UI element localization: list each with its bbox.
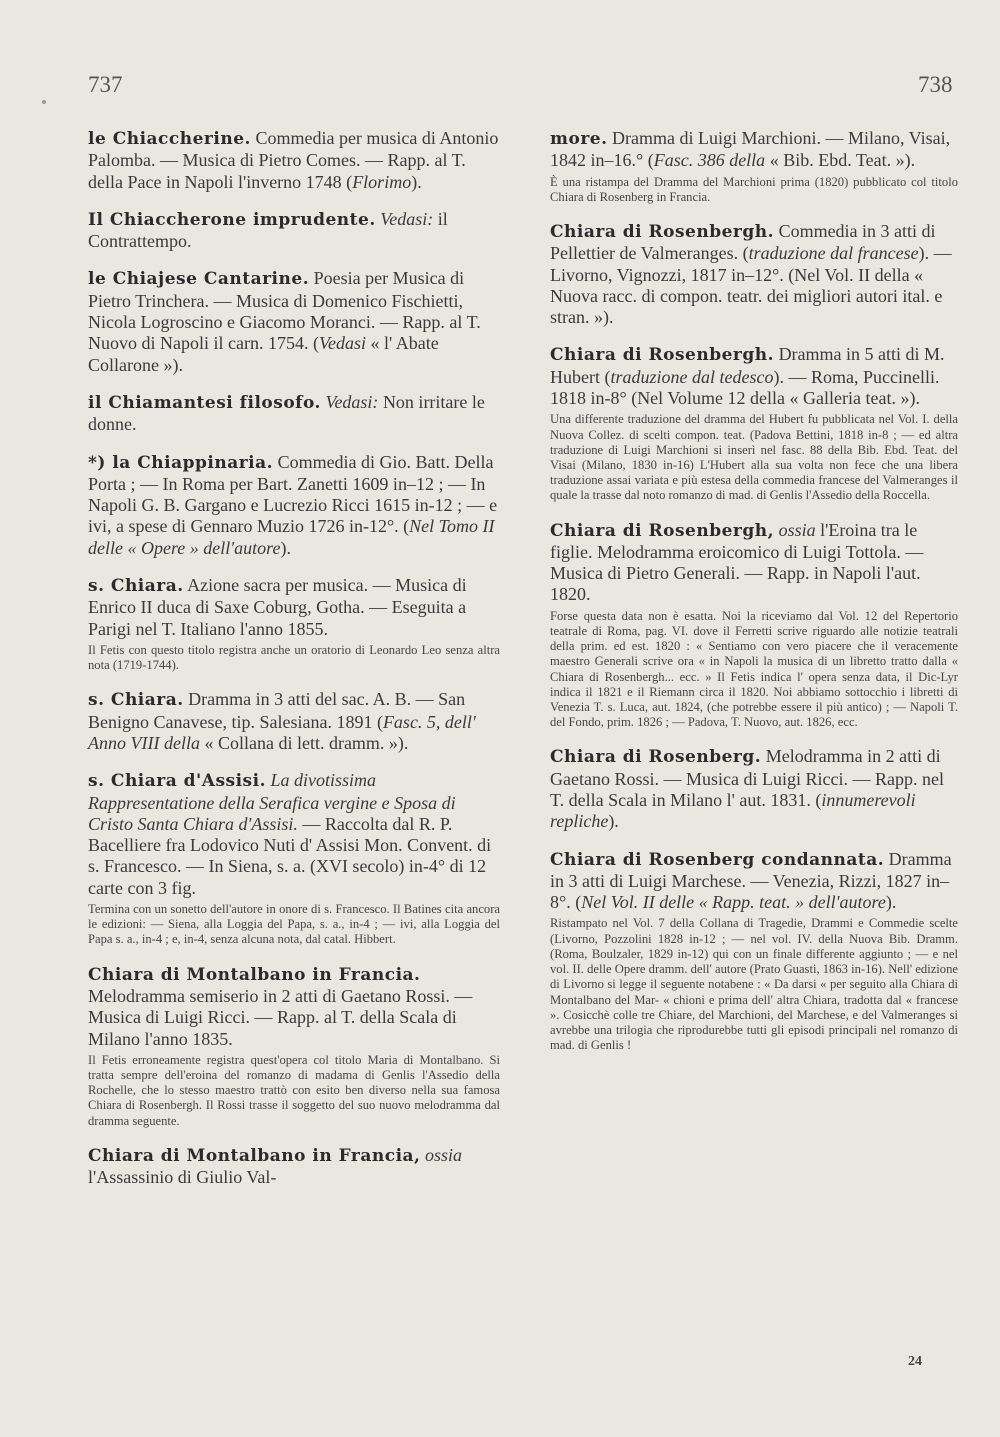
entry-italic: Vedasi xyxy=(318,333,366,354)
entry-note: È una ristampa del Dramma del Marchioni prima (1820) pubblicato col titolo Chiara di Rosenberg in Francia. xyxy=(550,174,958,204)
entry-tail: ). xyxy=(608,811,619,832)
entry-headword: *) la Chiappinaria. xyxy=(88,452,274,473)
entry-tail: « Bib. Ebd. Teat. »). xyxy=(765,150,916,171)
entry-note: Termina con un sonetto dell'autore in onore di s. Francesco. Il Batines cita ancora le edizioni: — Siena, alla Loggia del Papa, s. a., in-4 ; — ivi, alla Loggia del Papa s. a., in-4 ; e, in-4, senza alcuna nota, dal catal. Hibbert. xyxy=(88,902,500,947)
catalog-entry xyxy=(88,689,500,754)
left-column xyxy=(88,128,500,1204)
entry-text: Melodramma semiserio in 2 atti di Gaetano Rossi. — Musica di Luigi Ricci. — Rapp. al T. della Scala di Milano l'anno 1835. xyxy=(88,985,473,1049)
entry-text: Dramma in 5 atti di M. Hubert ( xyxy=(550,344,945,387)
catalog-entry xyxy=(88,268,500,375)
entry-headword: le Chiajese Cantarine. xyxy=(88,269,310,290)
entry-note: Il Fetis con questo titolo registra anche un oratorio di Leonardo Leo senza altra nota (1719-1744). xyxy=(88,642,500,673)
entry-headword: il Chiamantesi filosofo. xyxy=(88,392,321,413)
entry-italic: traduzione dal tedesco xyxy=(610,366,774,387)
entry-tail: ). — Roma, Puccinelli. 1818 in-8° (Nel Volume 12 della « Galleria teat. »). xyxy=(550,366,940,409)
catalog-entry xyxy=(550,746,958,832)
entry-text: Commedia in 3 atti di Pellettier de Valmeranges. ( xyxy=(550,221,936,264)
entry-tail: ). xyxy=(280,537,291,558)
entry-text: Commedia per musica di Antonio Palomba. — Musica di Pietro Comes. — Rapp. al T. della Pace in Napoli l'inverno 1748 ( xyxy=(88,128,499,192)
entry-headword: s. Chiara. xyxy=(88,690,184,711)
signature-mark: 24 xyxy=(908,1354,922,1369)
entry-text: Azione sacra per musica. — Musica di Enrico II duca di Saxe Coburg, Gotha. — Eseguita a Parigi nel T. Italiano l'anno 1855. xyxy=(88,575,467,639)
entry-note: Ristampato nel Vol. 7 della Collana di Tragedie, Drammi e Commedie scelte (Livorno, Pozzolini 1828 in-12 ; — nel vol. IV. della Nuova Bib. Dramm. (Roma, Boulzaler, 1829 in-12) qui con un finale differente aggiunto ; — e nel vol. II. delle Opere dramm. dell' autore (Prato Guasti, 1863 in-16). Nell' edizione di Livorno si legge il seguente notabene : « Da darsi « per seguito alla Chiara di Montalbano del Mar- « chioni e prima dell' altra Chiara, tradotta dal « francese ». Cosicchè colle tre Chiare, del Marchioni, del Marchese, e del Valmeranges si avrebbe una trilogia che riprodurebbe tutti gli episodi principali nel romanzo di mad. di Genlis ! xyxy=(550,916,958,1053)
entry-note: Forse questa data non è esatta. Noi la riceviamo dal Vol. 12 del Repertorio teatrale di Roma, pag. VI. dove il Ferretti scrive riguardo alle notizie teatrali della prim. ed est. 1820 : « Sentiamo con vero piacere che il veracemente maestro Generali scrive ora « in Napoli la musica di un libretto tratto dalla « Chiara di Rosenbergh... ecc. » Il Fetis indica l' opera senza data, il Dic-Lyr indica il 1821 e il Riemann circa il 1820. Noi abbiamo sottocchio i libretti di Venezia T. s. Luca, aut. 1824, (che potrebbe essere il più antico) ; — Napoli T. del Fondo, prim. 1826 ; — Padova, T. Nuovo, aut. 1826, ecc. xyxy=(550,608,958,730)
entry-tail: « Collana di lett. dramm. »). xyxy=(199,732,409,753)
entry-tail: ). xyxy=(885,892,897,913)
entry-headword: Chiara di Rosenbergh, xyxy=(550,520,775,541)
catalog-entry xyxy=(88,964,500,1050)
entry-italic: Vedasi: xyxy=(320,391,383,412)
catalog-entry xyxy=(88,1145,500,1189)
entry-headword: more. xyxy=(550,129,608,149)
catalog-entry xyxy=(550,128,958,172)
entry-headword: le Chiaccherine. xyxy=(88,129,251,149)
entry-text: Dramma in 3 atti di Luigi Marchese. — Venezia, Rizzi, 1827 in–8°. ( xyxy=(550,848,952,913)
page-number-right: 738 xyxy=(918,72,953,97)
entry-text: Melodramma in 2 atti di Gaetano Rossi. — Musica di Luigi Ricci. — Rapp. nel T. della Scala in Milano l' aut. 1831. ( xyxy=(550,746,944,810)
entry-italic: La divotissima Rappresentatione della Serafica vergine e Sposa di Cristo Santa Chiara d'Assisi. xyxy=(88,770,456,834)
entry-headword: Chiara di Montalbano in Francia. xyxy=(88,964,421,985)
entry-note: Una differente traduzione del dramma del Hubert fu pubblicata nel Vol. I. della Nuova Collez. di scelti compon. teat. (Padova Bettini, 1818 in-8 ; — ed altra traduzione di Luigi Marchioni si inserì nel fasc. 88 della Bib. Ebd. Teat. del Visai (Milano, 1830 in-16) L'Hubert alla sua volta non fece che una libera traduzione assai variata e più estesa della commedia francese del Valmeranges il quale la trasse dal noto romanzo di mad. di Genlis l'Assedio della Roccella. xyxy=(550,412,958,503)
entry-italic: Nel Tomo II delle « Opere » dell'autore xyxy=(88,516,495,558)
entry-tail: « l' Abate Collarone »). xyxy=(88,333,439,375)
entry-italic: Florimo xyxy=(352,171,412,192)
entry-tail: Non irritare le donne. xyxy=(88,391,485,435)
entry-headword: Chiara di Rosenbergh. xyxy=(550,222,775,242)
entry-italic: Fasc. 5, dell' Anno VIII della xyxy=(88,711,476,753)
page-number-left: 737 xyxy=(88,72,123,97)
entry-headword: Chiara di Montalbano in Francia, xyxy=(88,1145,421,1166)
entry-tail: il Contrattempo. xyxy=(88,208,448,252)
entry-headword: Chiara di Rosenberg condannata. xyxy=(550,849,885,870)
entry-italic: ossia xyxy=(420,1144,462,1165)
entry-tail: ). — Livorno, Vignozzi, 1817 in–12°. (Nel Vol. II della « Nuova racc. di compon. teatr. dei migliori autori ital. e stran. »). xyxy=(550,243,952,328)
entry-headword: s. Chiara d'Assisi. xyxy=(88,771,266,792)
catalog-entry xyxy=(88,575,500,640)
catalog-entry xyxy=(88,452,500,559)
entry-tail: — Raccolta dal R. P. Bacelliere fra Lodovico Nuti d' Assisi Mon. Convent. di s. Francesco. — In Siena, s. a. (XVI secolo) in-4° di 12 carte con 3 fig. xyxy=(88,813,492,898)
catalog-entry xyxy=(550,221,958,328)
catalog-entry xyxy=(550,520,958,606)
entry-italic: Fasc. 386 della xyxy=(653,150,766,171)
entry-italic: Vedasi: xyxy=(375,208,438,229)
entry-text: Poesia per Musica di Pietro Trinchera. — Musica di Domenico Fischietti, Nicola Logroscino e Giacomo Moranci. — Rapp. al T. Nuovo di Napoli il carn. 1754. ( xyxy=(88,268,481,354)
page-speck xyxy=(42,100,46,104)
entry-tail: l'Assassinio di Giulio Val- xyxy=(88,1167,277,1188)
entry-headword: s. Chiara. xyxy=(88,576,184,597)
catalog-entry xyxy=(88,770,500,899)
entry-headword: Chiara di Rosenberg. xyxy=(550,747,762,768)
entry-text: Dramma di Luigi Marchioni. — Milano, Visai, 1842 in–16.° ( xyxy=(550,128,951,171)
catalog-entry xyxy=(88,392,500,436)
entry-tail: ). xyxy=(411,171,422,192)
entry-note: Il Fetis erroneamente registra quest'opera col titolo Maria di Montalbano. Si tratta sempre dell'eroina del romanzo di madama di Genlis l'Assedio della Rochelle, che lo stesso maestro trattò con esito ben diverso nella sua famosa Chiara di Rosenbergh. Il Rossi trasse il soggetto del suo nuovo melodramma dal dramma seguente. xyxy=(88,1052,500,1128)
catalog-entry xyxy=(550,344,958,409)
entry-italic: Nel Vol. II delle « Rapp. teat. » dell'autore xyxy=(581,892,886,913)
entry-italic: traduzione dal francese xyxy=(748,243,919,264)
catalog-entry xyxy=(550,849,958,914)
right-column xyxy=(550,128,958,1069)
entry-headword: Il Chiaccherone imprudente. xyxy=(88,209,376,230)
entry-headword: Chiara di Rosenbergh. xyxy=(550,345,775,366)
catalog-entry xyxy=(88,128,500,193)
entry-italic: ossia xyxy=(774,519,821,540)
entry-italic: innumerevoli repliche xyxy=(550,790,916,832)
entry-tail: l'Eroina tra le figlie. Melodramma eroicomico di Luigi Tottola. — Musica di Pietro Generali. — Rapp. in Napoli l'aut. 1820. xyxy=(550,519,924,605)
catalog-entry xyxy=(88,209,500,253)
entry-text: Commedia di Gio. Batt. Della Porta ; — In Roma per Bart. Zanetti 1609 in–12 ; — In Napoli G. B. Gargano e Lucrezio Ricci 1615 in-12 ; — e ivi, a spese di Gennaro Muzio 1726 in-12°. ( xyxy=(88,451,498,537)
entry-text: Dramma in 3 atti del sac. A. B. — San Benigno Canavese, tip. Salesiana. 1891 ( xyxy=(88,689,466,732)
